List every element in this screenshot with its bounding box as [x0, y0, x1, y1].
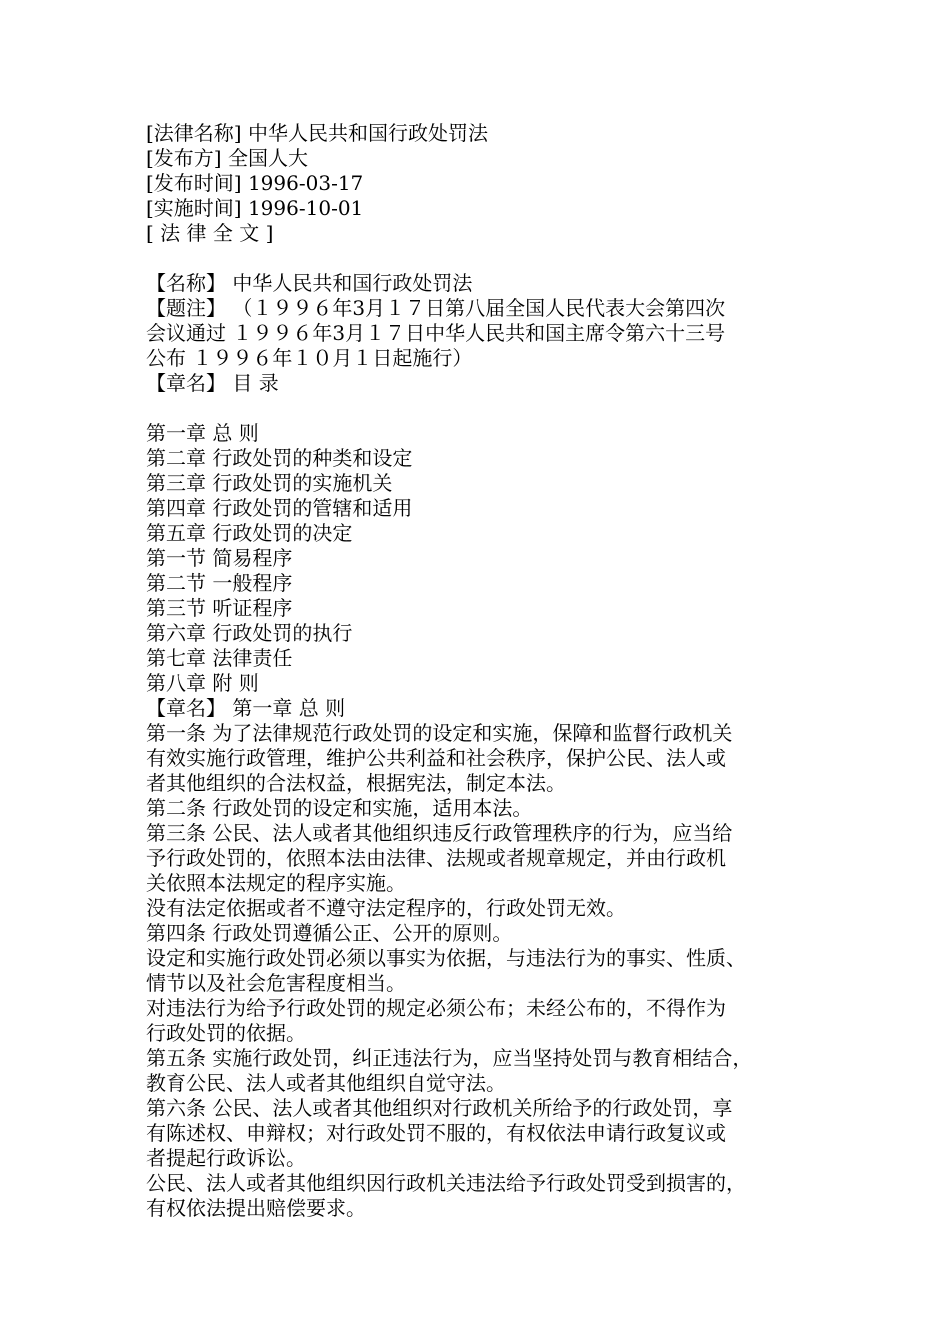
toc-item: 第一章 总 则	[146, 421, 259, 445]
body-line: 有陈述权、申辩权；对行政处罚不服的，有权依法申请行政复议或	[146, 1121, 726, 1145]
body-line: 公民、法人或者其他组织因行政机关违法给予行政处罚受到损害的，	[146, 1171, 746, 1195]
toc-item: 第二节 一般程序	[146, 571, 293, 595]
law-title-line: 【名称】 中华人民共和国行政处罚法	[146, 271, 473, 295]
publish-time-line: [发布时间] 1996-03-17	[146, 171, 364, 195]
note-line-3: 公布 １９９６年１０月１日起施行）	[146, 346, 473, 370]
publisher-line: [发布方] 全国人大	[146, 146, 308, 170]
body-line: 第一条 为了法律规范行政处罚的设定和实施，保障和监督行政机关	[146, 721, 733, 745]
toc-item: 第一节 简易程序	[146, 546, 293, 570]
table-of-contents	[146, 421, 826, 696]
full-text-label: [ 法 律 全 文 ]	[146, 221, 274, 245]
body-line: 予行政处罚的，依照本法由法律、法规或者规章规定，并由行政机	[146, 846, 726, 870]
chapter-body	[146, 721, 826, 1221]
body-line: 第四条 行政处罚遵循公正、公开的原则。	[146, 921, 513, 945]
toc-item: 第二章 行政处罚的种类和设定	[146, 446, 413, 470]
body-line: 对违法行为给予行政处罚的规定必须公布；未经公布的，不得作为	[146, 996, 726, 1020]
document-page	[146, 121, 826, 1221]
body-line: 关依照本法规定的程序实施。	[146, 871, 406, 895]
toc-item: 第八章 附 则	[146, 671, 259, 695]
toc-item: 第七章 法律责任	[146, 646, 293, 670]
body-line: 情节以及社会危害程度相当。	[146, 971, 406, 995]
toc-title: 【章名】 目 录	[146, 371, 279, 395]
body-line: 设定和实施行政处罚必须以事实为依据，与违法行为的事实、性质、	[146, 946, 746, 970]
toc-item: 第三节 听证程序	[146, 596, 293, 620]
spacer	[146, 246, 826, 271]
body-line: 教育公民、法人或者其他组织自觉守法。	[146, 1071, 506, 1095]
body-line: 有权依法提出赔偿要求。	[146, 1196, 366, 1220]
effective-time-line: [实施时间] 1996-10-01	[146, 196, 364, 220]
toc-item: 第五章 行政处罚的决定	[146, 521, 353, 545]
body-line: 者其他组织的合法权益，根据宪法，制定本法。	[146, 771, 566, 795]
body-line: 者提起行政诉讼。	[146, 1146, 306, 1170]
law-name-line: [法律名称] 中华人民共和国行政处罚法	[146, 121, 488, 145]
toc-item: 第三章 行政处罚的实施机关	[146, 471, 393, 495]
body-line: 第六条 公民、法人或者其他组织对行政机关所给予的行政处罚，享	[146, 1096, 733, 1120]
note-line-1: 【题注】 （１９９６年3月１７日第八届全国人民代表大会第四次	[146, 296, 726, 320]
body-line: 行政处罚的依据。	[146, 1021, 306, 1045]
body-line: 没有法定依据或者不遵守法定程序的，行政处罚无效。	[146, 896, 626, 920]
note-line-2: 会议通过 １９９６年3月１７日中华人民共和国主席令第六十三号	[146, 321, 726, 345]
body-line: 有效实施行政管理，维护公共利益和社会秩序，保护公民、法人或	[146, 746, 726, 770]
chapter-title: 【章名】 第一章 总 则	[146, 696, 346, 720]
spacer	[146, 396, 826, 421]
toc-item: 第六章 行政处罚的执行	[146, 621, 353, 645]
toc-item: 第四章 行政处罚的管辖和适用	[146, 496, 413, 520]
body-line: 第三条 公民、法人或者其他组织违反行政管理秩序的行为，应当给	[146, 821, 733, 845]
body-line: 第五条 实施行政处罚，纠正违法行为，应当坚持处罚与教育相结合，	[146, 1046, 753, 1070]
body-line: 第二条 行政处罚的设定和实施，适用本法。	[146, 796, 533, 820]
